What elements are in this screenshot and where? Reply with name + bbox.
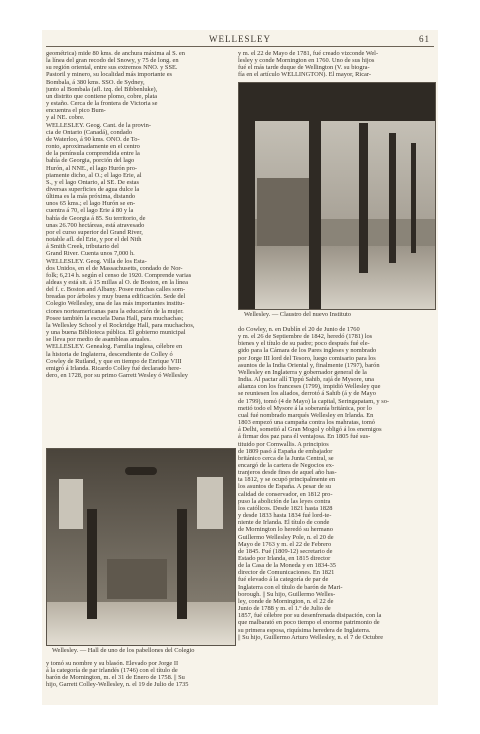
- text-line: Pastoril y minero, su localidad más importante es: [46, 71, 173, 79]
- text-line: Hurón, al NNE., el lago Hurón pro-: [46, 164, 138, 172]
- text-line: los asuntos de España. A pesar de su: [238, 483, 332, 491]
- text-line: por Jorge III lord del Tesoro, luego comisario para los: [238, 354, 376, 362]
- text-line: hijo, Garrett Colley-Wellesley, n. el 19 de Julio de 1735: [46, 681, 189, 689]
- text-line: dos Unidos, en el de Massachusetts, condado de Nor-: [46, 264, 183, 272]
- text-line: Colegio Wellesley, una de las más importantes institu-: [46, 300, 185, 308]
- text-line: lesley y conde Mornington en 1760. Uno de sus hijos: [238, 57, 375, 65]
- right-column-top-text: [238, 50, 434, 80]
- text-line: WELLESLEY. Genealog. Familia inglesa, célebre en: [46, 343, 183, 351]
- text-line: fué el más tarde duque de Wellington (V. su biogra-: [238, 64, 370, 72]
- arch-pillar-far: [389, 133, 396, 263]
- arch-pillar-left: [239, 83, 255, 309]
- text-line: tituido por Cornwallis. A principios: [238, 440, 329, 448]
- text-line: de Mornington lo heredó su hermano: [238, 526, 333, 534]
- text-line: un distrito que contiene plomo, cobre, plata: [46, 92, 158, 100]
- text-line: Cowley de Rutland, y que en tiempo de Enrique VIII: [46, 357, 182, 365]
- text-line: Junio de 1788 y m. el 1.º de Julio de: [238, 605, 331, 613]
- page-number: 61: [419, 34, 430, 44]
- text-line: su región oriental, entre sus extremos NNO. y SSE.: [46, 64, 178, 72]
- text-line: Inglaterra con el título de barón de Mari-: [238, 583, 343, 591]
- text-line: de la península comprendida entre la: [46, 150, 140, 158]
- text-line: á Delhi, sometió al Gran Mogol y obligó á los enemigos: [238, 426, 382, 434]
- text-line: á Smith Creek, tributario del: [46, 243, 119, 251]
- photo-building: [257, 178, 309, 248]
- text-line: última es la más próxima, distando: [46, 193, 136, 201]
- text-line: británico cerca de la Junta Central, se: [238, 454, 334, 462]
- left-column-bottom-text: [46, 660, 234, 700]
- text-line: la línea del gran recodo del Snowy, y 75 de long. en: [46, 57, 179, 65]
- text-line: geométrica) mide 80 kms. de anchura máxima al S. en: [46, 50, 185, 57]
- text-line: Posee también la escuela Dana Hall, para muchachas;: [46, 314, 184, 322]
- text-line: y tomó su nombre y su blasón. Elevado por Jorge II: [46, 660, 179, 667]
- left-column-text: [46, 50, 230, 395]
- right-column-text: [238, 326, 434, 701]
- text-line: Grand River. Cuenta unos 7,000 h.: [46, 250, 135, 258]
- text-line: breadas por árboles y muy buena edificación. Sede del: [46, 293, 186, 301]
- text-line: folk; 6,214 h. según el censo de 1920. Comprende varias: [46, 271, 192, 279]
- photo2-caption: Wellesley. — Hall de uno de los pabellones del Colegio: [52, 647, 195, 654]
- text-line: encuentra el pico Bum-: [46, 107, 106, 115]
- text-line: y desde 1833 hasta 1834 fué lord-te-: [238, 512, 332, 520]
- hall-window-left: [59, 479, 83, 529]
- text-line: fía en el artículo WELLINGTON). El mayor, Ricar-: [238, 71, 372, 79]
- text-line: y al NE. cobre.: [46, 114, 85, 122]
- text-line: ta 1812, y se ocupó principalmente en: [238, 476, 336, 484]
- text-line: || Su hijo, Guillermo Arturo Wellesley, n. el 7 de Octubre: [238, 633, 384, 641]
- text-line: á la categoría de par irlandés (1746) con el título de: [46, 667, 178, 675]
- text-line: ley, conde de Mornington, n. el 22 de: [238, 597, 334, 605]
- text-line: WELLESLEY. Geog. Villa de los Esta-: [46, 257, 147, 265]
- text-line: de 1809 pasó á España de embajador: [238, 447, 333, 455]
- text-line: metió todo el Mysore á la soberanía británica, por lo: [238, 404, 372, 412]
- header-rule: [46, 46, 434, 47]
- text-line: India. Al pactar allí Tippú Sahib, rajá de Mysore, una: [238, 376, 374, 384]
- arch-pillar-right: [359, 123, 368, 273]
- arch-pillar-mid: [309, 113, 321, 309]
- text-line: de Waterloo, á 90 kms. ONO. de To-: [46, 135, 140, 143]
- hall-pillar-right: [177, 509, 187, 619]
- text-line: notable afl. del Erie, y por el del Nith: [46, 236, 142, 244]
- text-line: su primera esposa, riquísima heredera de Inglaterra.: [238, 626, 371, 634]
- text-line: cia de Ontario (Canadá), condado: [46, 128, 133, 136]
- text-line: Mayo de 1763 y m. el 22 de Febrero: [238, 540, 332, 548]
- text-line: director de Comunicaciones. En 1821: [238, 569, 335, 577]
- text-line: 1857, fué célebre por su desenfrenada disipación, con la: [238, 612, 382, 620]
- text-line: diversas superficies de agua dulce la: [46, 185, 140, 193]
- text-line: que malbarató en poco tiempo el enorme patrimonio de: [238, 619, 380, 627]
- text-line: por el curso superior del Grand River,: [46, 228, 143, 236]
- text-line: y m. el 26 de Septiembre de 1842, heredó (1781) los: [238, 333, 373, 341]
- hall-window-right: [197, 477, 223, 529]
- text-line: se reuniesen los aliados, derrotó á Sahib (á y de Mayo: [238, 390, 376, 398]
- book-page: [42, 30, 438, 705]
- text-line: cuentra á 70, el lago Erie á 80 y la: [46, 207, 134, 215]
- hall-floor: [47, 602, 235, 645]
- hall-chandelier: [125, 467, 157, 475]
- text-line: encargó de la cartera de Negocios ex-: [238, 461, 335, 469]
- text-line: do Cowley, n. en Dublín el 20 de Junio de 1760: [238, 326, 360, 333]
- text-line: 1803 empezó una campaña contra los mahratas, tomó: [238, 419, 375, 427]
- text-line: junto al Bombala (afl. izq. del Bibbenluke),: [46, 85, 158, 93]
- text-line: ciones norteamericanas para la educación de la mujer.: [46, 307, 184, 315]
- photo1-caption: Wellesley. — Claustro del nuevo Instituto: [244, 311, 351, 318]
- text-line: niente de Irlanda. El título de conde: [238, 519, 330, 527]
- photo-floor: [239, 246, 435, 309]
- text-line: la Wellesley School y el Rockridge Hall, para muchachos,: [46, 321, 195, 329]
- text-line: fué elevado á la categoría de par de: [238, 576, 329, 584]
- text-line: bahía de Georgia á 85. Su territorio, de: [46, 214, 146, 222]
- text-line: y una buena Biblioteca pública. El gobierno municipal: [46, 329, 186, 337]
- text-line: y estaño. Cerca de la frontera de Victoria se: [46, 100, 158, 108]
- text-line: tranjeros desde fines de aquel año has-: [238, 469, 337, 477]
- text-line: de la Casa de la Moneda y en 1834-35: [238, 562, 336, 570]
- arch-pillar-farthest: [411, 143, 416, 253]
- page-header: [46, 34, 434, 46]
- text-line: aldeas y está sit. á 15 millas al O. de Boston, en la línea: [46, 279, 188, 286]
- text-line: del f. c. Boston and Albany. Posee muchas calles som-: [46, 286, 186, 294]
- text-line: calidad de conservador, en 1812 pro-: [238, 490, 333, 498]
- arch-top: [239, 83, 435, 121]
- text-line: barón de Mornington, m. el 31 de Enero de 1758. || Su: [46, 674, 185, 682]
- text-line: cual fué nombrado marqués Wellesley en Irlanda. En: [238, 411, 374, 419]
- hall-photo: [46, 448, 236, 646]
- text-line: de 1799), tomó (4 de Mayo) la capital, Seringapatam, y so-: [238, 397, 390, 405]
- text-line: unos 65 kms.; el lago Hurón se en-: [46, 200, 136, 208]
- text-line: se lleva por medio de asambleas anuales.: [46, 336, 151, 344]
- text-line: Guillermo Wellesley Pole, n. el 20 de: [238, 533, 334, 541]
- text-line: WELLESLEY. Geog. Cant. de la provin-: [46, 121, 151, 129]
- text-line: Wellesley en Inglaterra y gobernador general de la: [238, 368, 367, 376]
- text-line: piamente dicho, al O.; el lago Erie, al: [46, 171, 142, 179]
- text-line: los católicos. Desde 1821 hasta 1828: [238, 504, 333, 512]
- text-line: emigró á Irlanda. Ricardo Colley fué declarado here-: [46, 364, 182, 372]
- text-line: de 1845. Fué (1809-12) secretario de: [238, 547, 333, 555]
- text-line: S., y el lago Ontario, al SE. De estas: [46, 178, 140, 186]
- cloister-photo: [238, 82, 436, 310]
- text-line: Estado por Irlanda, en 1815 director: [238, 555, 331, 562]
- text-line: bahía de Georgia, porción del lago: [46, 157, 135, 165]
- text-line: gido para la Cámara de los Pares ingleses y nombrado: [238, 347, 377, 355]
- text-line: unas 26.700 hectáreas, está atravesado: [46, 221, 145, 229]
- text-line: á firmar dos paz para él ventajosa. En 1805 fué sus-: [238, 433, 371, 441]
- text-line: la historia de Inglaterra, descendiente de Colley ó: [46, 350, 173, 358]
- text-line: ronto, aproximadamente en el centro: [46, 143, 140, 151]
- text-line: puso la abolición de las leyes contra: [238, 497, 331, 505]
- hall-pillar-left: [87, 509, 97, 619]
- text-line: asuntos de la India Oriental y, finalmente (1797), barón: [238, 361, 380, 369]
- text-line: bienes y el título de su padre; poco después fué ele-: [238, 340, 370, 348]
- running-title: WELLESLEY: [209, 34, 271, 44]
- text-line: Bombala, á 380 kms. SSO. de Sydney,: [46, 78, 145, 86]
- text-line: alianza con los franceses (1799), impidió Wellesley que: [238, 383, 381, 391]
- text-line: dero, en 1728, por su primo Garrett Wesley ó Wellesley: [46, 372, 188, 380]
- text-line: borough. || Su hijo, Guillermo Welles-: [238, 590, 336, 598]
- text-line: y m. el 22 de Mayo de 1781, fué creado vizconde Wel-: [238, 50, 379, 57]
- hall-stairs: [107, 559, 167, 599]
